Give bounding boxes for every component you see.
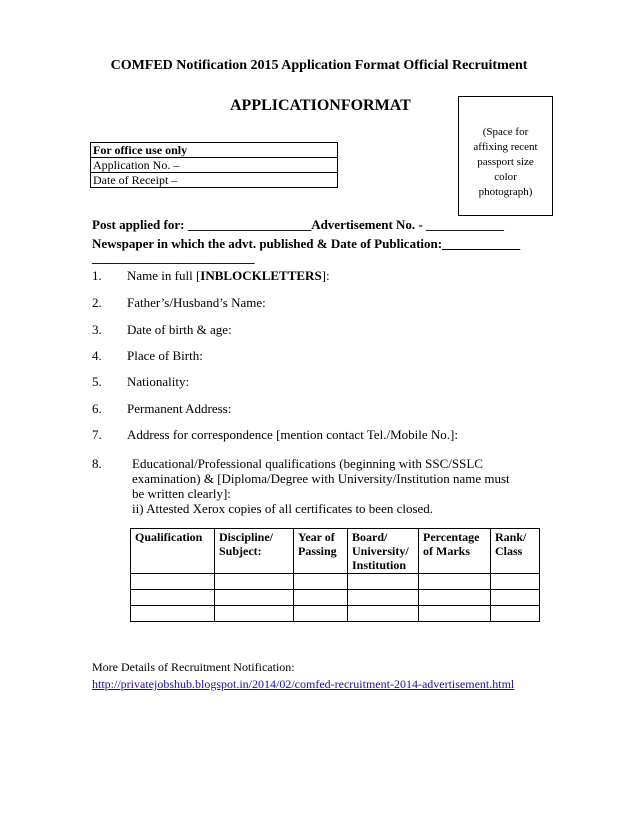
item-name[interactable] xyxy=(92,268,330,284)
item-label: Permanent Address: xyxy=(127,401,232,416)
photo-box-line: photograph) xyxy=(478,186,533,198)
table-cell[interactable] xyxy=(348,574,419,590)
table-cell[interactable] xyxy=(215,590,294,606)
format-heading: APPLICATIONFORMAT xyxy=(230,97,411,114)
table-cell[interactable] xyxy=(131,606,215,622)
header-text: Passing xyxy=(298,544,337,558)
item-label: Father’s/Husband’s Name: xyxy=(127,295,266,310)
newspaper-blank[interactable]: ____________ xyxy=(442,236,521,251)
header-text: Institution xyxy=(352,558,407,572)
post-applied-line[interactable]: Post applied for: ___________________Advertisement No. - ____________ xyxy=(92,217,504,232)
table-cell[interactable] xyxy=(294,606,348,622)
photo-box-line: passport size xyxy=(477,156,534,168)
table-cell[interactable] xyxy=(491,590,540,606)
table-row[interactable] xyxy=(131,574,540,590)
application-no-field[interactable]: Application No. – xyxy=(91,158,338,173)
table-cell[interactable] xyxy=(419,606,491,622)
col-header-qualification xyxy=(131,529,215,574)
table-cell[interactable] xyxy=(348,606,419,622)
item-number: 6. xyxy=(92,401,102,416)
item-correspondence-address[interactable] xyxy=(92,427,458,443)
table-cell[interactable] xyxy=(215,606,294,622)
item-label-bold: INBLOCKLETTERS xyxy=(200,268,322,283)
col-header-discipline xyxy=(215,529,294,574)
col-header-rank xyxy=(491,529,540,574)
table-header-row xyxy=(131,529,540,574)
newspaper-label: Newspaper in which the advt. published & Date of Publication: xyxy=(92,236,443,251)
item-number: 5. xyxy=(92,374,102,389)
qualifications-line: examination) & [Diploma/Degree with University/Institution name must xyxy=(132,471,510,486)
office-use-heading: For office use only xyxy=(91,143,338,158)
photo-box-line: affixing recent xyxy=(473,141,538,153)
photo-box xyxy=(458,96,553,216)
item-label: Name in full [ xyxy=(127,268,201,283)
publication-blank[interactable]: _________________________ xyxy=(92,250,255,265)
item-number: 1. xyxy=(92,268,102,283)
item-number: 7. xyxy=(92,427,102,442)
table-cell[interactable] xyxy=(131,590,215,606)
table-row[interactable] xyxy=(131,606,540,622)
table-cell[interactable] xyxy=(131,574,215,590)
document-title: COMFED Notification 2015 Application Format Official Recruitment xyxy=(110,58,528,73)
table-cell[interactable] xyxy=(348,590,419,606)
qualifications-line: Educational/Professional qualifications (beginning with SSC/SSLC xyxy=(132,456,483,471)
photo-box-line: color xyxy=(494,171,517,183)
table-row[interactable] xyxy=(131,590,540,606)
qualifications-line: ii) Attested Xerox copies of all certificates to been closed. xyxy=(132,501,434,516)
table-cell[interactable] xyxy=(294,574,348,590)
date-of-receipt-field[interactable]: Date of Receipt – xyxy=(91,173,338,188)
table-cell[interactable] xyxy=(294,590,348,606)
item-dob[interactable] xyxy=(92,322,232,338)
header-text: of Marks xyxy=(423,544,470,558)
item-qualifications-text xyxy=(132,456,542,516)
item-label: Nationality: xyxy=(127,374,190,389)
header-text: Subject: xyxy=(219,544,262,558)
item-father-name[interactable] xyxy=(92,295,266,311)
recruitment-link[interactable]: http://privatejobshub.blogspot.in/2014/02/comfed-recruitment-2014-advertisement.html xyxy=(92,677,515,691)
table-cell[interactable] xyxy=(491,574,540,590)
item-label: Place of Birth: xyxy=(127,348,203,363)
item-permanent-address[interactable] xyxy=(92,401,231,417)
qualifications-line: be written clearly]: xyxy=(132,486,231,501)
col-header-year xyxy=(294,529,348,574)
header-text: Discipline/ xyxy=(219,530,274,544)
item-nationality[interactable] xyxy=(92,374,189,390)
table-cell[interactable] xyxy=(215,574,294,590)
photo-box-line: (Space for xyxy=(482,126,529,138)
item-place-of-birth[interactable] xyxy=(92,348,203,364)
qualifications-table xyxy=(130,528,540,622)
header-text: University/ xyxy=(352,544,409,558)
header-text: Year of xyxy=(298,530,335,544)
header-text: Percentage xyxy=(423,530,480,544)
col-header-percentage xyxy=(419,529,491,574)
item-label: Address for correspondence [mention contact Tel./Mobile No.]: xyxy=(127,427,458,442)
table-cell[interactable] xyxy=(491,606,540,622)
header-text: Rank/ xyxy=(495,530,527,544)
header-text: Qualification xyxy=(135,530,203,544)
office-use-table xyxy=(90,142,338,188)
table-cell[interactable] xyxy=(419,574,491,590)
item-label-suffix: ]: xyxy=(321,268,330,283)
item-number: 4. xyxy=(92,348,102,363)
col-header-board xyxy=(348,529,419,574)
header-text: Board/ xyxy=(352,530,388,544)
item-label: Date of birth & age: xyxy=(127,322,232,337)
item-number: 3. xyxy=(92,322,102,337)
table-cell[interactable] xyxy=(419,590,491,606)
more-details-label: More Details of Recruitment Notification: xyxy=(92,660,295,674)
item-number: 8. xyxy=(92,456,102,471)
header-text: Class xyxy=(495,544,523,558)
item-number: 2. xyxy=(92,295,102,310)
